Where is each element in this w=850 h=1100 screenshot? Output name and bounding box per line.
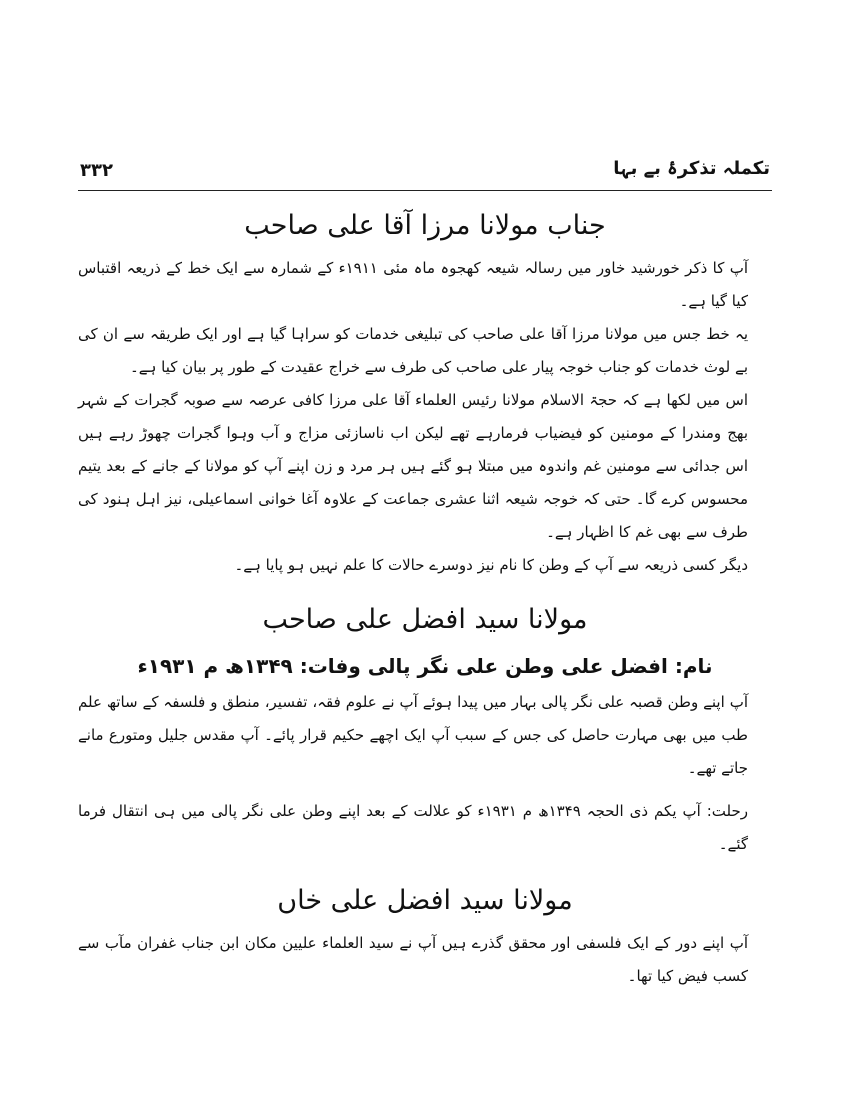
section-spacer bbox=[78, 582, 772, 594]
running-header-title: تکملہ تذکرۂ بے بہا bbox=[613, 158, 770, 179]
page-body bbox=[78, 200, 772, 993]
section-spacer bbox=[78, 861, 772, 875]
paragraph: آپ اپنے وطن قصبہ علی نگر پالی بہار میں پیدا ہوئے آپ نے علوم فقہ، تفسیر، منطق و فلسفہ کے ساتھ علم طب میں بھی مہارت حاصل کی جس کے سبب آپ ایک اچھے حکیم قرار پائے۔ آپ مقدس جلیل ومتورع مانے جاتے تھے۔ bbox=[78, 693, 748, 777]
paragraph: آپ کا ذکر خورشید خاور میں رسالہ شیعہ کھجوہ ماہ مئی ۱۹۱۱ء کے شمارہ سے ایک خط کے ذریعہ اقتباس کیا گیا ہے۔ bbox=[78, 259, 748, 310]
paragraph: آپ اپنے دور کے ایک فلسفی اور محقق گذرے ہیں آپ نے سید العلماء علیین مکان ابن جناب غفران مآب سے کسب فیض کیا تھا۔ bbox=[78, 934, 748, 985]
section-title: جناب مولانا مرزا آقا علی صاحب bbox=[244, 210, 606, 241]
header-divider bbox=[78, 190, 772, 191]
paragraph-spacer bbox=[78, 785, 772, 795]
section-title: مولانا سید افضل علی خاں bbox=[277, 885, 573, 916]
biographical-summary: نام: افضل علی وطن علی نگر پالی وفات: ۱۳۴۹ھ م ۱۹۳۱ء bbox=[137, 654, 713, 678]
section-title: مولانا سید افضل علی صاحب bbox=[262, 604, 588, 635]
paragraph: دیگر کسی ذریعہ سے آپ کے وطن کا نام نیز دوسرے حالات کا علم نہیں ہو پایا ہے۔ bbox=[234, 556, 748, 574]
page-number: ۳۳۲ bbox=[80, 160, 113, 181]
paragraph: اس میں لکھا ہے کہ حجۃ الاسلام مولانا رئیس العلماء آقا علی مرزا کافی عرصہ سے صوبہ گجرات کے شہر بھج ومندرا کے مومنین کو فیضیاب فرمارہے تھے لیکن اب ناسازئی مزاج و آب وہوا گجرات چھوڑ رہے ہیں اس جدائی سے مومنین غم واندوہ میں مبتلا ہو گئے ہیں ہر مرد و زن اپنے آپ کو مولانا کے جانے کے بعد یتیم محسوس کرے گا۔ حتی کہ خوجہ شیعہ اثنا عشری جماعت کے علاوہ آغا خوانی اسماعیلی، نیز اہل ہنود کی طرف سے بھی غم کا اظہار ہے۔ bbox=[78, 391, 748, 541]
paragraph: یہ خط جس میں مولانا مرزا آقا علی صاحب کی تبلیغی خدمات کو سراہا گیا ہے اور ایک طریقہ سے ان کی بے لوث خدمات کو جناب خوجہ پیار علی صاحب کی طرف سے خراج عقیدت کے طور پر بیان کیا ہے۔ bbox=[78, 325, 748, 376]
paragraph: رحلت: آپ یکم ذی الحجہ ۱۳۴۹ھ م ۱۹۳۱ء کو علالت کے بعد اپنے وطن علی نگر پالی میں ہی انتقال فرما گئے۔ bbox=[78, 802, 749, 853]
